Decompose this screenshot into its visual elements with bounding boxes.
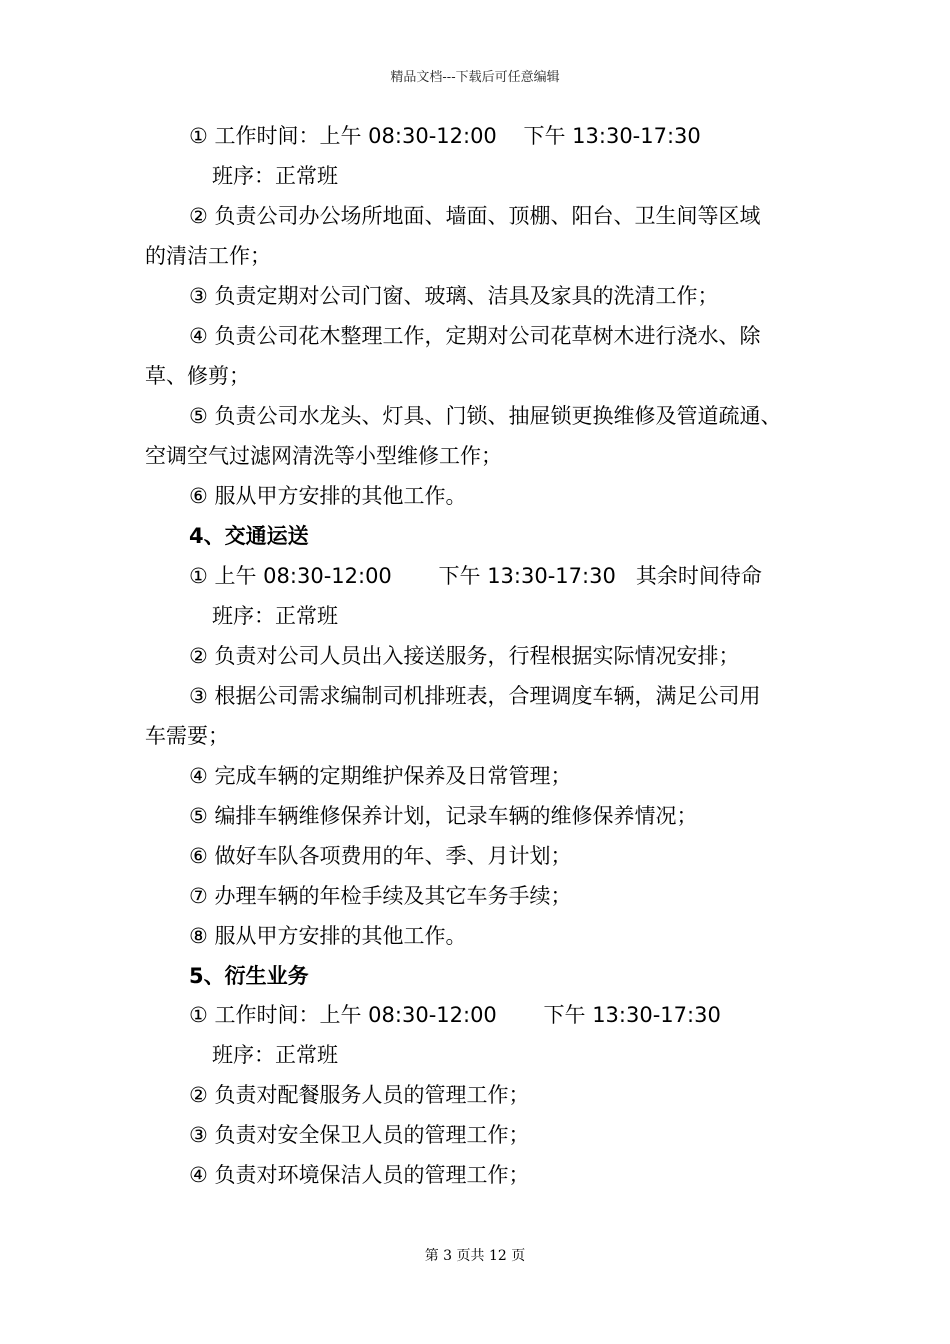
text-line: ② 负责对公司人员出入接送服务，行程根据实际情况安排； — [189, 644, 740, 668]
page-header: 精品文档---下载后可任意编辑 — [390, 70, 560, 85]
text-line: 班序：正常班 — [212, 604, 338, 628]
text-line: 班序：正常班 — [212, 1043, 338, 1067]
section-heading: 4、交通运送 — [189, 524, 309, 548]
text-line: ③ 负责定期对公司门窗、玻璃、洁具及家具的洗清工作； — [189, 284, 719, 308]
text-line: ① 工作时间：上午 08:30-12:00 下午 13:30-17:30 — [189, 1003, 721, 1027]
text-line: 的清洁工作； — [145, 244, 271, 268]
text-line: ④ 完成车辆的定期维护保养及日常管理； — [189, 764, 572, 788]
section-heading: 5、衍生业务 — [189, 964, 309, 988]
text-line: 空调空气过滤网清洗等小型维修工作； — [145, 444, 502, 468]
page-footer: 第 3 页共 12 页 — [424, 1248, 526, 1264]
text-line: ① 上午 08:30-12:00 下午 13:30-17:30 其余时间待命 — [189, 564, 762, 588]
text-line: 车需要； — [145, 724, 229, 748]
text-line: ③ 根据公司需求编制司机排班表，合理调度车辆，满足公司用 — [189, 684, 761, 708]
text-line: ④ 负责公司花木整理工作，定期对公司花草树木进行浇水、除 — [189, 324, 761, 348]
text-line: ⑤ 负责公司水龙头、灯具、门锁、抽屉锁更换维修及管道疏通、 — [189, 404, 782, 428]
text-line: ② 负责公司办公场所地面、墙面、顶棚、阳台、卫生间等区域 — [189, 204, 761, 228]
text-line: ⑥ 服从甲方安排的其他工作。 — [189, 484, 467, 508]
text-line: ① 工作时间：上午 08:30-12:00 下午 13:30-17:30 — [189, 124, 701, 148]
text-line: ⑧ 服从甲方安排的其他工作。 — [189, 924, 467, 948]
text-line: ⑤ 编排车辆维修保养计划，记录车辆的维修保养情况； — [189, 804, 698, 828]
text-line: ⑦ 办理车辆的年检手续及其它车务手续； — [189, 884, 572, 908]
text-line: ⑥ 做好车队各项费用的年、季、月计划； — [189, 844, 572, 868]
text-line: ② 负责对配餐服务人员的管理工作； — [189, 1083, 530, 1107]
text-line: 草、修剪； — [145, 364, 250, 388]
text-line: ④ 负责对环境保洁人员的管理工作； — [189, 1163, 530, 1187]
text-line: ③ 负责对安全保卫人员的管理工作； — [189, 1123, 530, 1147]
text-line: 班序：正常班 — [212, 164, 338, 188]
